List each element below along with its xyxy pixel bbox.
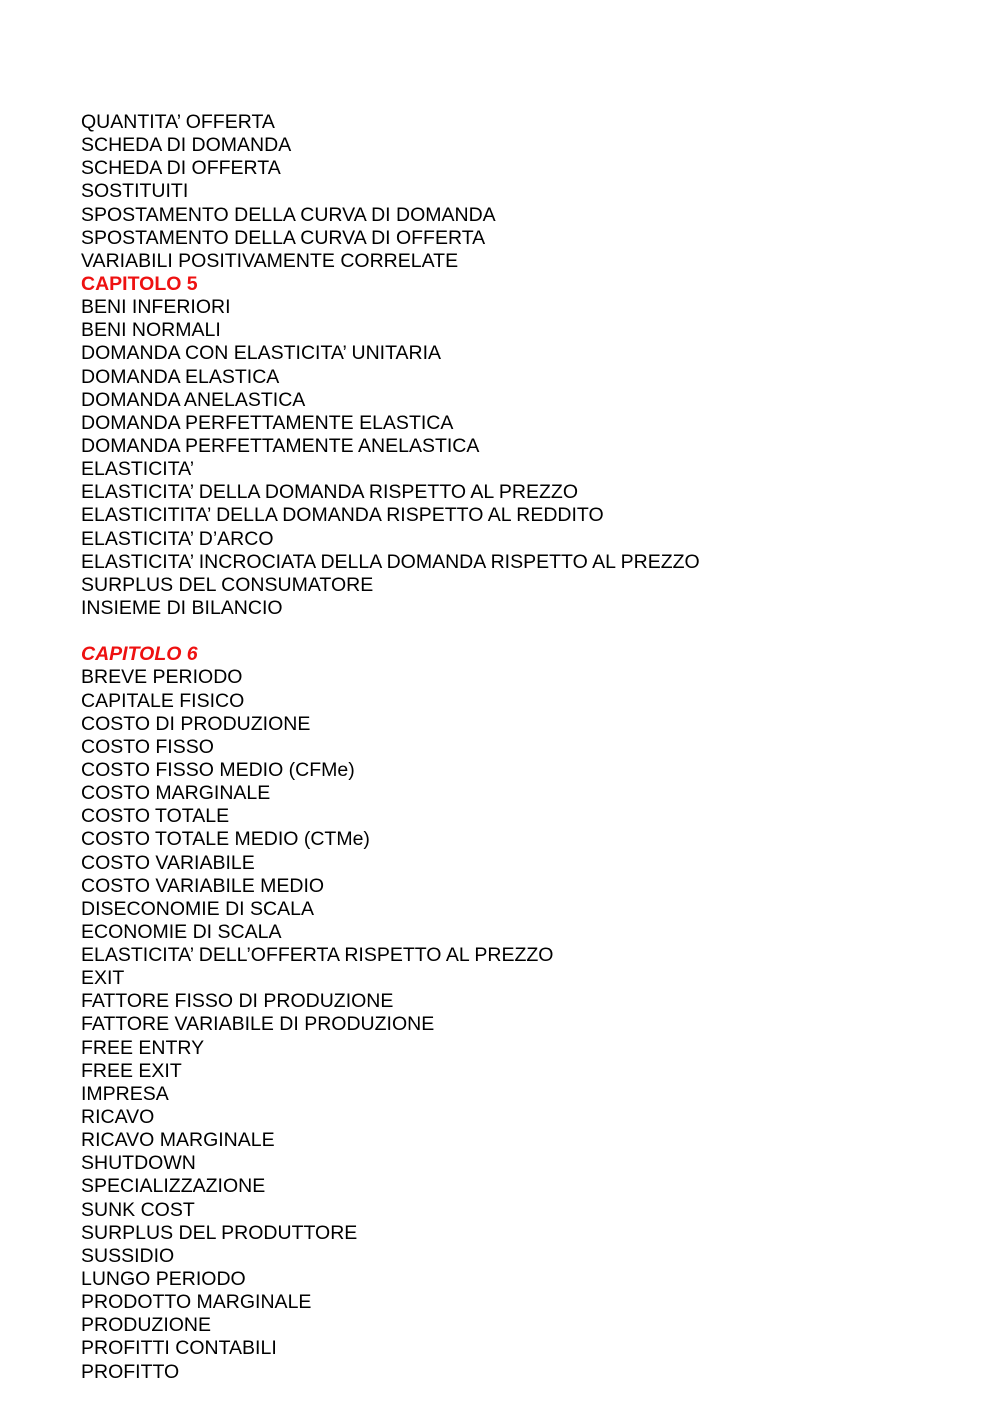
chapter-5-heading: CAPITOLO 5 xyxy=(81,272,198,295)
term-item: SPOSTAMENTO DELLA CURVA DI OFFERTA xyxy=(81,226,486,249)
term-item: COSTO FISSO MEDIO (CFMe) xyxy=(81,758,355,781)
term-item: SUSSIDIO xyxy=(81,1244,175,1267)
term-item: LUNGO PERIODO xyxy=(81,1268,246,1291)
term-item: SPECIALIZZAZIONE xyxy=(81,1175,266,1198)
term-item: COSTO TOTALE xyxy=(81,805,230,828)
term-item: ECONOMIE DI SCALA xyxy=(81,920,282,943)
term-item: FREE EXIT xyxy=(81,1059,182,1082)
term-item: PROFITTO xyxy=(81,1360,180,1383)
term-item: SPOSTAMENTO DELLA CURVA DI DOMANDA xyxy=(81,203,496,226)
term-item: BENI INFERIORI xyxy=(81,296,231,319)
term-item: ELASTICITA’ INCROCIATA DELLA DOMANDA RISPETTO AL PREZZO xyxy=(81,550,700,573)
term-item: PROFITTI CONTABILI xyxy=(81,1337,277,1360)
term-item: QUANTITA’ OFFERTA xyxy=(81,111,275,133)
term-item: SHUTDOWN xyxy=(81,1152,196,1175)
term-item: FREE ENTRY xyxy=(81,1036,205,1059)
term-item: IMPRESA xyxy=(81,1082,169,1105)
term-item: RICAVO MARGINALE xyxy=(81,1129,275,1152)
term-item: BREVE PERIODO xyxy=(81,666,243,689)
blank-line xyxy=(81,620,961,643)
chapter-6-heading: CAPITOLO 6 xyxy=(81,643,198,666)
term-item: FATTORE FISSO DI PRODUZIONE xyxy=(81,990,394,1013)
term-item: SCHEDA DI DOMANDA xyxy=(81,134,292,157)
term-list-chapter-5 xyxy=(81,296,961,620)
term-item: INSIEME DI BILANCIO xyxy=(81,596,283,619)
term-item: COSTO MARGINALE xyxy=(81,782,271,805)
term-item: RICAVO xyxy=(81,1106,155,1129)
term-item: PRODOTTO MARGINALE xyxy=(81,1291,312,1314)
term-item: SOSTITUITI xyxy=(81,180,189,203)
term-item: COSTO VARIABILE MEDIO xyxy=(81,874,325,897)
term-item: ELASTICITITA’ DELLA DOMANDA RISPETTO AL REDDITO xyxy=(81,504,604,527)
term-item: COSTO FISSO xyxy=(81,735,214,758)
term-item: SURPLUS DEL PRODUTTORE xyxy=(81,1221,358,1244)
term-item: COSTO TOTALE MEDIO (CTMe) xyxy=(81,828,370,851)
term-item: COSTO DI PRODUZIONE xyxy=(81,712,311,735)
term-list-chapter-6 xyxy=(81,666,961,1383)
term-item: CAPITALE FISICO xyxy=(81,689,245,712)
term-list-group-a xyxy=(81,111,961,273)
term-item: COSTO VARIABILE xyxy=(81,851,255,874)
term-item: ELASTICITA’ D’ARCO xyxy=(81,527,274,550)
term-item: SCHEDA DI OFFERTA xyxy=(81,157,281,180)
term-item: ELASTICITA’ DELLA DOMANDA RISPETTO AL PREZZO xyxy=(81,481,579,504)
term-item: FATTORE VARIABILE DI PRODUZIONE xyxy=(81,1013,435,1036)
document-page xyxy=(81,111,961,1384)
term-item: ELASTICITA’ xyxy=(81,458,195,481)
term-item: ELASTICITA’ DELL’OFFERTA RISPETTO AL PREZZO xyxy=(81,944,554,967)
term-item: DOMANDA PERFETTAMENTE ANELASTICA xyxy=(81,434,480,457)
term-item: DOMANDA PERFETTAMENTE ELASTICA xyxy=(81,411,454,434)
term-item: VARIABILI POSITIVAMENTE CORRELATE xyxy=(81,249,459,272)
term-item: DOMANDA CON ELASTICITA’ UNITARIA xyxy=(81,342,442,365)
term-item: DOMANDA ANELASTICA xyxy=(81,388,306,411)
term-item: DISECONOMIE DI SCALA xyxy=(81,897,314,920)
term-item: SUNK COST xyxy=(81,1198,195,1221)
term-item: SURPLUS DEL CONSUMATORE xyxy=(81,573,374,596)
term-item: BENI NORMALI xyxy=(81,319,221,342)
term-item: PRODUZIONE xyxy=(81,1314,212,1337)
term-item: EXIT xyxy=(81,967,125,990)
term-item: DOMANDA ELASTICA xyxy=(81,365,280,388)
